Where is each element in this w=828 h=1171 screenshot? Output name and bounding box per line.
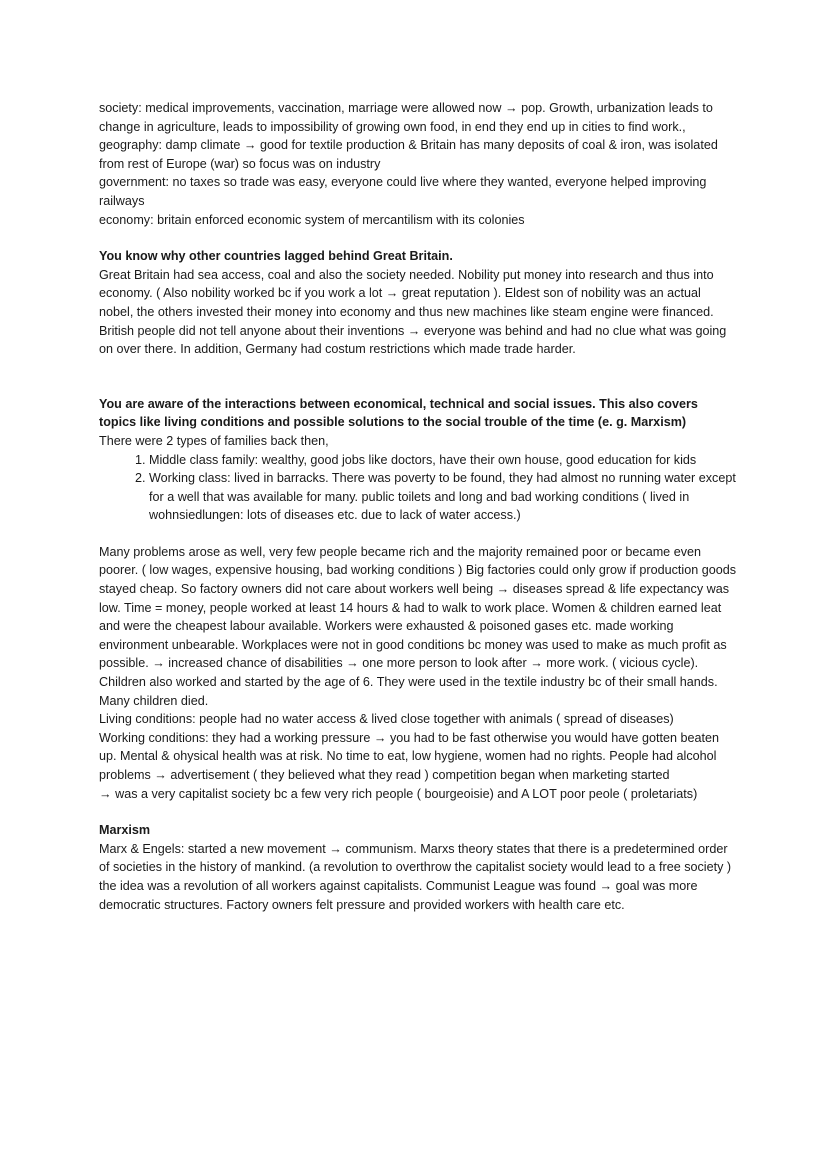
lag-section: [99, 247, 738, 359]
spacer: [99, 229, 738, 247]
families-list: [99, 451, 738, 525]
working-conditions-paragraph: Working conditions: they had a working pressure → you had to be fast otherwise you would have gotten beaten up. Mental & ohysical health was at risk. No time to eat, low hygiene, women had no rights. People had alcohol problems → advertisement ( they believed what they read ) competition began when marketing started: [99, 730, 720, 782]
lag-heading: You know why other countries lagged behind Great Britain.: [99, 249, 453, 264]
marxism-body: Marx & Engels: started a new movement → communism. Marxs theory states that there is a predetermined order of societies in the history of mankind. (a revolution to overthrow the capitalist society would lead to a free society ) the idea was a revolution of all workers against capitalists. Communist League was found → goal was more democratic structures. Factory owners felt pressure and provided workers with health care etc.: [99, 841, 732, 912]
interactions-heading: You are aware of the interactions between economical, technical and social issues. This also covers topics like living conditions and possible solutions to the social trouble of the time (e. g. Marxism): [99, 396, 698, 430]
list-item: 1. Middle class family: wealthy, good jobs like doctors, have their own house, good education for kids: [149, 451, 738, 470]
list-item: 2. Working class: lived in barracks. There was poverty to be found, they had almost no running water except for a well that was available for many. public toilets and long and bad working conditions ( lived in wohnsiedlungen: lots of diseases etc. due to lack of water access.): [149, 469, 738, 525]
spacer: [99, 525, 738, 543]
spacer: [99, 803, 738, 821]
capitalist-society-paragraph: → was a very capitalist society bc a few very rich people ( bourgeoisie) and A LOT poor peole ( proletariats): [99, 786, 698, 801]
geography-paragraph: geography: damp climate → good for textile production & Britain has many deposits of coal & iron, was isolated from rest of Europe (war) so focus was on industry: [99, 138, 718, 171]
spacer: [99, 359, 738, 395]
problems-paragraph: Many problems arose as well, very few people became rich and the majority remained poor or became even poorer. ( low wages, expensive housing, bad working conditions ) Big factories could only grow if production goods stayed cheap. So factory owners did not care about workers well being → diseases spread & life expectancy was low. Time = money, people worked at least 14 hours & had to walk to work place. Women & children earned leat and were the cheapest labour available. Workers were exhausted & poisoned gases etc. made working environment unbearable. Workplaces were not in good conditions bc money was used to make as much profit as possible. → increased chance of disabilities → one more person to look after → more work. ( vicious cycle). Children also worked and started by the age of 6. They were used in the textile industry bc of their small hands. Many children died.: [99, 544, 737, 708]
marxism-heading: Marxism: [99, 823, 151, 838]
causes-section: [99, 99, 738, 229]
living-conditions-paragraph: Living conditions: people had no water access & lived close together with animals ( spread of diseases): [99, 712, 674, 727]
economy-paragraph: economy: britain enforced economic system of mercantilism with its colonies: [99, 212, 525, 227]
lag-body: Great Britain had sea access, coal and also the society needed. Nobility put money into research and thus into economy. ( Also nobility worked bc if you work a lot → great reputation ). Eldest son of nobility was an actual nobel, the others invested their money into economy and thus new machines like steam engine were financed. British people did not tell anyone about their inventions → everyone was behind and had no clue what was going on over there. In addition, Germany had costum restrictions which made trade harder.: [99, 267, 727, 357]
families-intro: There were 2 types of families back then,: [99, 433, 329, 448]
marxism-section: [99, 821, 738, 914]
government-paragraph: government: no taxes so trade was easy, everyone could live where they wanted, everyone helped improving railways: [99, 175, 707, 208]
society-paragraph: society: medical improvements, vaccination, marriage were allowed now → pop. Growth, urbanization leads to change in agriculture, leads to impossibility of growing own food, in end they end up in cities to find work.,: [99, 101, 713, 134]
interactions-section: [99, 395, 738, 803]
